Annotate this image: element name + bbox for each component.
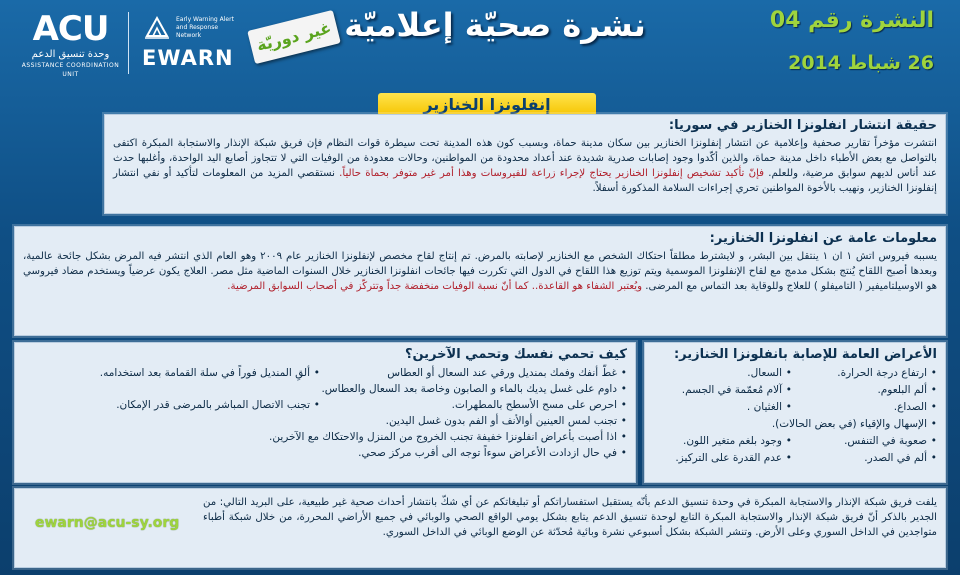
ewarn-logo [138,10,238,78]
protection-heading: كيف تحمي نفسك وتحمي الآخرين؟ [404,347,627,362]
protection-item: • داوم على غسل يديك بالماء و الصابون وخاصة بعد السعال والعطاس. [23,381,627,397]
general-info-alert-text: ويُعتبر الشفاء هو القاعدة.. كما أنّ نسبة الوفيات منخفضة جداً وتتركّز في أصحاب السوابق المرضية. [227,281,643,292]
symptoms-list [653,365,937,466]
acu-logo-arabic: وحدة تنسيق الدعم [31,49,110,60]
symptoms-section [644,342,946,483]
contact-footer [14,488,946,568]
protection-list [23,365,627,461]
protection-section [14,342,636,483]
ewarn-subtitle: Early Warning Alert and Response Network [176,16,234,39]
symptom-item: • آلام مُعمّمة في الجسم. [653,382,792,398]
ewarn-emblem-icon [144,14,170,40]
ewarn-word: EWARN [142,46,234,70]
truth-heading: حقيقة انتشار انفلونزا الخنازير في سوريا: [668,118,937,133]
acu-logo-word: ACU [32,9,109,49]
issue-number: النشرة رقم 04 [769,8,934,33]
header [0,0,960,92]
contact-email-link[interactable]: ewarn@acu-sy.org [35,515,180,531]
logo-divider [128,12,129,74]
protection-item: • ألقِ المنديل فوراً في سلة القمامة بعد استخدامه. [23,365,320,381]
symptom-item: • وجود بلغم متغير اللون. [653,433,792,449]
symptom-item: • الإسهال والإقياء (في بعض الحالات). [653,416,937,432]
symptom-item: • السعال. [653,365,792,381]
general-info-section [14,226,946,336]
protection-item: • احرص على مسح الأسطح بالمطهرات. [330,397,627,413]
protection-item: • تجنب لمس العينين أوالأنف أو الفم بدون غسل اليدين. [23,413,627,429]
non-periodic-badge: غير دوريّة [247,10,341,64]
symptom-item: • عدم القدرة على التركيز. [653,450,792,466]
general-info-text: يسببه فيروس اتش ١ ان ١ ينتقل بين البشر، و لايشترط مطلقاً احتكاك الشخص مع الخنازير لإصابته بالمرض. تم إنتاج لقاح مخصص لإنفلونزا الخنازير عام ٢٠٠٩ وهو العام الذي انتشر فيه المرض بشكل جائحة عالمية، وبعدها أصبح اللقاح يُنتج بشكل مدمج مع لقاح الإنفلونزا الموسمية ويتم توزيع هذا اللقاح في الدول التي تكررت فيها جائحات انفلونزا الخنازير خلال السنوات الماضية مثل مصر. العلاج يكون عرضياً ويستخدم مضاد فيروسي هو الاوسيلتاميفير ( التاميفلو ) للعلاج وللوقاية بعد التماس مع المرضى. [23,251,938,292]
symptom-item: • ألم البلعوم. [798,382,937,398]
protection-item: • في حال ازدادت الأعراض سوءاً توجه الى أقرب مركز صحي. [23,445,627,461]
truth-text: انتشرت مؤخراً تقارير صحفية وإعلامية عن انتشار إنفلونزا الخنازير بين سكان مدينة حماة، وبسبب كون هذه المدينة تحت سيطرة قوات النظام فإن فريق شبكة الإنذار والاستجابة المبكرة اكتفى بالتواصل مع بعض الأطباء داخل مدينة حماة، والذين أكّدوا وجود إصابات صدرية شديدة عند أعداد محدودة من المواطنين، وحالات معدودة من الوفيات التي لا تتجاوز أصابع اليد الواحدة، وأغلبها حدث عند أناس لديهم سوابق مرضية، وللعلم. [113,138,937,179]
acu-logo [18,10,123,78]
general-info-body [23,249,937,294]
symptom-item: • ارتفاع درجة الحرارة. [798,365,937,381]
truth-text-end: نستقصي المزيد من المعلومات لتأكيد أو نفي انتشار إنفلونزا الخنازير، ونهيب بالأخوة المواطنين تحري إجراءات السلامة المذكورة أسفلاً. [113,168,937,194]
symptom-item: • صعوبة في التنفس. [798,433,937,449]
issue-date: 26 شباط 2014 [788,52,934,74]
page-title: نشرة صحيّة إعلاميّة [344,6,646,44]
truth-alert-text: فإنّ تأكيد تشخيص إنفلونزا الخنازير يحتاج لإجراء زراعة للفيروسات وهذا أمر غير متوفر بحماة حالياً. [339,168,765,179]
protection-item: • تجنب الاتصال المباشر بالمرضى قدر الإمكان. [23,397,320,413]
symptoms-heading: الأعراض العامة للإصابة بانفلونزا الخنازير: [673,347,937,362]
protection-item: • اذا أصبت بأعراض انفلونزا خفيفة تجنب الخروج من المنزل والاحتكاك مع الآخرين. [23,429,627,445]
protection-item: • غطّ أنفك وفمك بمنديل ورقي عند السعال أو العطاس [330,365,627,381]
topic-banner: إنفلونزا الخنازير [378,93,596,116]
footer-text: يلفت فريق شبكة الإنذار والاستجابة المبكرة في وحدة تنسيق الدعم بأنّه يستقبل استفساراتكم أو تبليغاتكم عن أي شكّ بانتشار أحداث صحية غير طبيعية، على البريد التالي: من الجدير بالذكر أنّ فريق شبكة الإنذار والاستجابة المبكرة التابع لوحدة تنسيق الدعم يتابع بشكل يومي الواقع الصحي والوبائي في جميع الأراضي المحررة، من خلال شبكة أطباء متواجدين في الداخل السوري وعلى الأرض. وتنشر الشبكة بشكل أسبوعي نشرة وبائية مُحدّثة عن الوضع الوبائي في الداخل السوري. [203,497,937,538]
symptom-item: • الغثيان . [653,399,792,415]
truth-section [104,114,946,214]
general-info-heading: معلومات عامة عن انفلونزا الخنازير: [709,231,937,246]
truth-body [113,136,937,196]
acu-logo-english: ASSISTANCE COORDINATION UNIT [21,62,120,78]
symptom-item: • الصداع. [798,399,937,415]
symptom-item: • ألم في الصدر. [798,450,937,466]
